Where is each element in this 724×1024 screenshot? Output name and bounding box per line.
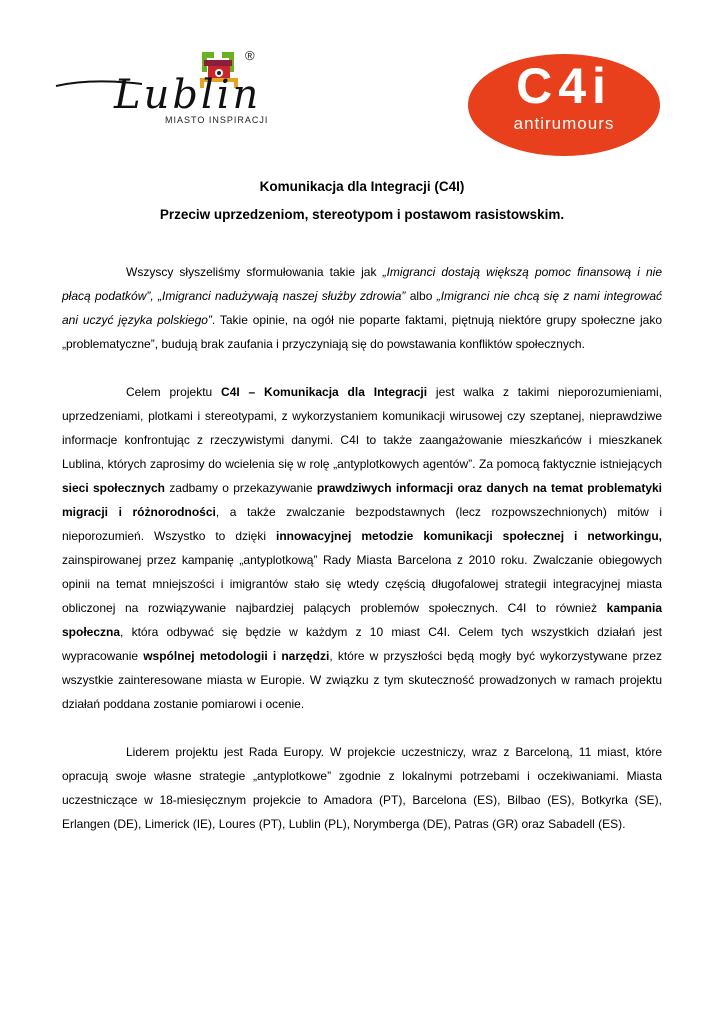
lublin-logo [52,48,282,132]
text-run: Celem projektu [126,385,222,399]
text-run: Wszyscy słyszeliśmy sformułowania takie jak [126,265,383,279]
bold-text: kampania społeczna [62,601,662,639]
paragraph [62,380,662,716]
text-run: albo [405,289,437,303]
lublin-tagline: MIASTO INSPIRACJI [165,115,269,125]
bold-text: wspólnej metodologii i narzędzi [143,649,330,663]
bold-text: innowacyjnej metodzie komunikacji społecznej i networkingu, [276,529,663,543]
text-run: . Takie opinie, na ogół nie poparte faktami, piętnują niektóre grupy społeczne jako „problematyczne”, budują brak zaufania i przyczyniają się do powstawania konfliktów społecznych. [62,313,662,351]
c4i-logo-sub: antirumours [513,114,615,133]
text-run: , która odbywać się będzie w każdym z 10 miast C4I. Celem tych wszystkich działań jest wypracowanie [62,625,662,663]
paragraph [62,740,662,836]
bold-text: sieci społecznych [62,481,165,495]
registered-mark: ® [245,48,255,63]
document-subtitle: Przeciw uprzedzeniom, stereotypom i postawom rasistowskim. [159,207,565,222]
text-run: zadbamy o przekazywanie [165,481,317,495]
lublin-wordmark: Lublin [114,72,262,118]
bold-text: C4I – Komunikacja dla Integracji [221,385,428,399]
text-run: Liderem projektu jest Rada Europy. W projekcie uczestniczy, wraz z Barceloną, 11 miast, które opracują swoje własne strategie „antyplotkowe” zgodnie z lokalnymi potrzebami i oczekiwaniami. Miasta uczestniczące w 18-miesięcznym projekcie to Amadora (PT), Barcelona (ES), Bilbao (ES), Botkyrka (SE), Erlangen (DE), Limerick (IE), Loures (PT), Lublin (PL), Norymberga (DE), Patras (GR) oraz Sabadell (ES). [62,745,662,831]
paragraph [62,260,662,356]
c4i-logo-main: C4i [516,58,612,114]
italic-text: „Imigranci nie chcą się z nami integrować ani uczyć języka polskiego” [62,289,663,327]
document-body [62,260,662,860]
text-run: zainspirowanej przez kampanię „antyplotkową” Rady Miasta Barcelona z 2010 roku. Zwalczanie obiegowych opinii na temat mniejszości i imigrantów stało się wtedy częścią długofalowej strategii integracyjnej miasta obliczonej na rozwiązywanie najbardziej palących problemów społecznych. C4I to również [62,553,662,615]
italic-text: „Imigranci dostają większą pomoc finansową i nie płacą podatków”, „Imigranci nadużywają naszej służby zdrowia” [62,265,662,303]
text-run: , które w przyszłości będą mogły być wykorzystywane przez wszystkie zainteresowane miasta w Europie. W związku z tym skuteczność prowadzonych w ramach projektu działań poddana zostanie pomiarowi i ocenie. [62,649,663,711]
c4i-logo [468,54,660,156]
bold-text: prawdziwych informacji oraz danych na temat problematyki migracji i różnorodności [62,481,662,519]
text-run: , a także zwalczanie bezpodstawnych (lecz rozpowszechnionych) mitów i nieporozumień. Wszystko to dzięki [62,505,663,543]
text-run: jest walka z takimi nieporozumieniami, uprzedzeniami, plotkami i stereotypami, z wykorzystaniem komunikacji wirusowej czy szeptanej, nieprawdziwe informacje konfrontując z rzeczywistymi danymi. C4I to także zaangażowanie mieszkańców i mieszkanek Lublina, których zaprosimy do wcielenia się w rolę „antyplotkowych agentów”. Za pomocą faktycznie istniejących [62,385,662,471]
document-title: Komunikacja dla Integracji (C4I) [259,179,465,194]
